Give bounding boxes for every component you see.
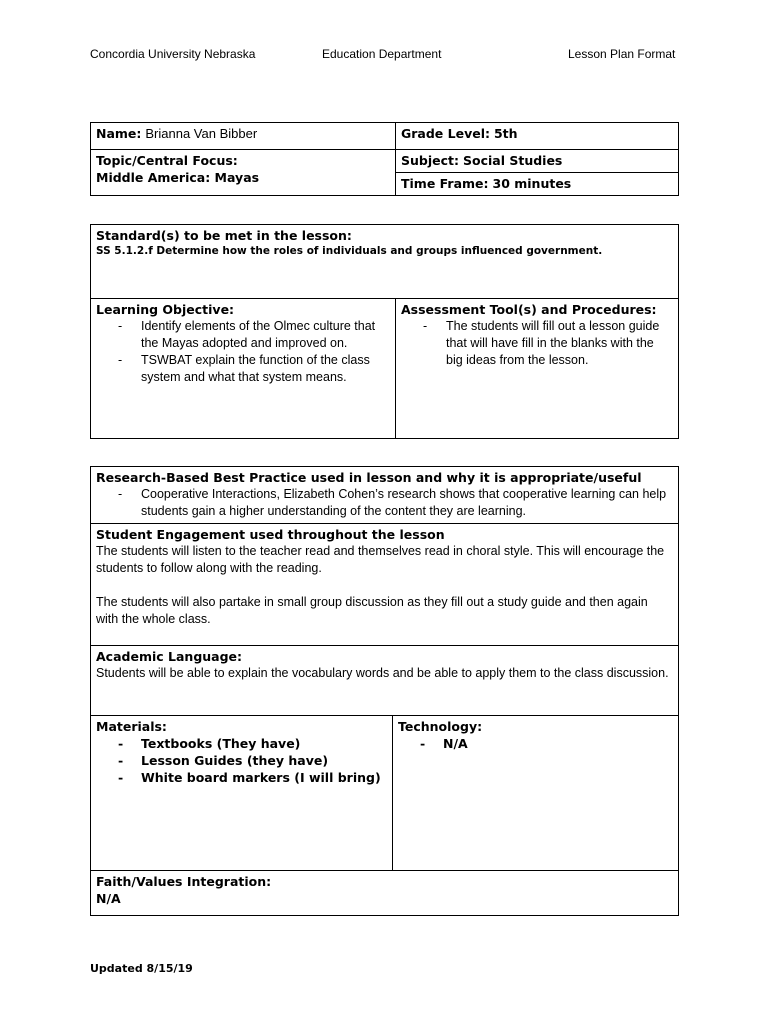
objective-item: - Identify elements of the Olmec culture that the Mayas adopted and improved on.	[118, 318, 390, 352]
header-institution: Concordia University Nebraska	[90, 47, 256, 61]
topic-value: Middle America: Mayas	[96, 170, 260, 185]
research-cell	[91, 467, 679, 524]
objective-item: - TSWBAT explain the function of the class system and what that system means.	[118, 352, 390, 386]
topic-label: Topic/Central Focus:	[96, 153, 238, 168]
standards-table	[90, 224, 679, 439]
materials-item: - White board markers (I will bring)	[118, 769, 387, 786]
objective-label: Learning Objective:	[96, 302, 235, 317]
faith-cell	[91, 871, 679, 916]
name-label: Name:	[96, 126, 142, 141]
grade-cell	[396, 123, 679, 150]
standards-cell	[91, 225, 679, 299]
time-cell	[396, 173, 679, 196]
technology-label: Technology:	[398, 719, 483, 734]
header-format: Lesson Plan Format	[568, 47, 676, 61]
academic-text: Students will be able to explain the vocabulary words and be able to apply them to the class discussion.	[96, 666, 669, 680]
subject-cell	[396, 150, 679, 173]
objective-list	[96, 318, 390, 386]
name-value: Brianna Van Bibber	[145, 126, 258, 141]
research-item: - Cooperative Interactions, Elizabeth Cohen’s research shows that cooperative learning can help students gain a higher understanding of the content they are learning.	[118, 486, 673, 520]
materials-cell	[91, 716, 393, 871]
time-value: 30 minutes	[492, 176, 572, 191]
research-list	[96, 486, 673, 520]
engagement-cell	[91, 524, 679, 646]
assessment-cell	[396, 299, 679, 439]
engagement-label: Student Engagement used throughout the lesson	[96, 527, 445, 542]
materials-item: - Textbooks (They have)	[118, 735, 387, 752]
assessment-label: Assessment Tool(s) and Procedures:	[401, 302, 657, 317]
technology-item: - N/A	[420, 735, 673, 752]
subject-label: Subject:	[401, 153, 459, 168]
materials-item: - Lesson Guides (they have)	[118, 752, 387, 769]
objective-cell	[91, 299, 396, 439]
materials-label: Materials:	[96, 719, 167, 734]
standards-label: Standard(s) to be met in the lesson:	[96, 228, 352, 243]
academic-cell	[91, 646, 679, 716]
faith-text: N/A	[96, 891, 121, 906]
assessment-item: - The students will fill out a lesson guide that will have fill in the blanks with the big ideas from the lesson.	[423, 318, 673, 369]
technology-list	[398, 735, 673, 752]
time-label: Time Frame:	[401, 176, 489, 191]
research-label: Research-Based Best Practice used in lesson and why it is appropriate/useful	[96, 470, 642, 485]
header-department: Education Department	[322, 47, 442, 61]
topic-cell	[91, 150, 396, 196]
name-cell	[91, 123, 396, 150]
grade-value: 5th	[493, 126, 518, 141]
grade-label: Grade Level:	[401, 126, 490, 141]
technology-cell	[393, 716, 679, 871]
info-table	[90, 122, 679, 196]
engagement-paragraph: The students will also partake in small group discussion as they fill out a study guide and then again with the whole class.	[96, 595, 648, 626]
standards-text: SS 5.1.2.f Determine how the roles of individuals and groups influenced government.	[96, 245, 603, 257]
academic-label: Academic Language:	[96, 649, 243, 664]
lesson-table	[90, 466, 679, 916]
materials-list	[96, 735, 387, 786]
assessment-list	[401, 318, 673, 369]
faith-label: Faith/Values Integration:	[96, 874, 272, 889]
subject-value: Social Studies	[462, 153, 563, 168]
engagement-paragraph: The students will listen to the teacher read and themselves read in choral style. This will encourage the students to follow along with the reading.	[96, 544, 665, 575]
footer-updated: Updated 8/15/19	[90, 962, 193, 975]
